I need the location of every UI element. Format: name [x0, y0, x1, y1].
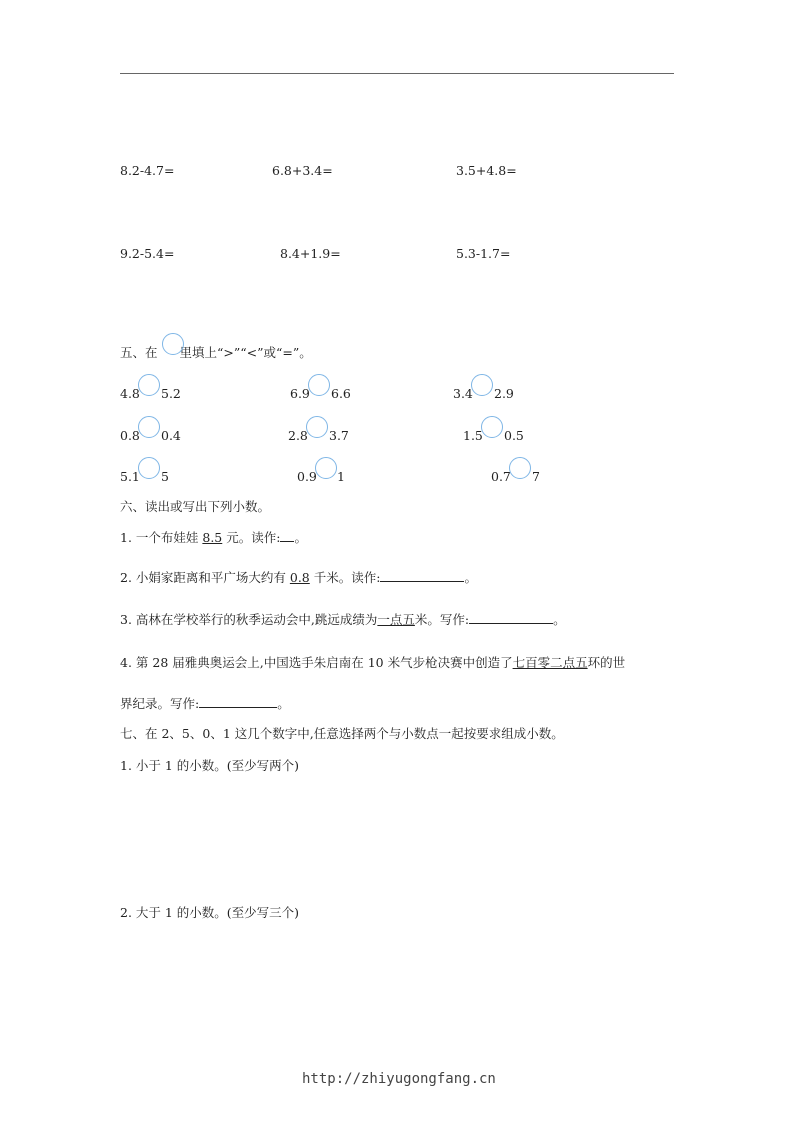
section6-q4 [120, 653, 625, 671]
q4-underlined: 七百零二点五 [512, 655, 588, 670]
section6-q2 [120, 568, 477, 586]
calc-item: 8.4+1.9= [280, 246, 341, 261]
compare-right: 3.7 [329, 428, 349, 443]
section6-q1 [120, 528, 307, 546]
section5-title-b: 里填上“>”“<”或“=”。 [179, 345, 312, 360]
section5-title [120, 343, 312, 361]
q1-text: 1. 一个布娃娃 [120, 530, 203, 545]
example-circle [162, 333, 184, 355]
compare-circle[interactable] [308, 374, 330, 396]
q2-text: 2. 小娟家距离和平广场大约有 [120, 570, 290, 585]
q3-text: 3. 高林在学校举行的秋季运动会中,跳远成绩为 [120, 612, 378, 627]
calc-item: 5.3-1.7= [456, 246, 511, 261]
section6-q4-cont [120, 694, 290, 712]
compare-left: 3.4 [453, 386, 473, 401]
q4-text: 环的世 [587, 655, 626, 670]
q1-underlined: 8.5 [202, 530, 223, 545]
q4b-text: 。 [277, 696, 290, 711]
compare-right: 2.9 [494, 386, 514, 401]
q2-text: 。 [464, 570, 477, 585]
q3-text: 米。写作: [414, 612, 470, 627]
compare-left: 4.8 [120, 386, 140, 401]
footer-url[interactable]: http://zhiyugongfang.cn [302, 1071, 496, 1087]
compare-left: 1.5 [463, 428, 483, 443]
section7-q2: 2. 大于 1 的小数。(至少写三个) [120, 905, 300, 920]
compare-right: 6.6 [331, 386, 351, 401]
header-rule [120, 73, 674, 74]
compare-right: 5 [161, 469, 169, 484]
compare-circle[interactable] [471, 374, 493, 396]
compare-circle[interactable] [138, 374, 160, 396]
q1-text: 。 [294, 530, 307, 545]
answer-blank[interactable] [280, 529, 294, 542]
calc-item: 6.8+3.4= [272, 163, 333, 178]
compare-right: 7 [532, 469, 540, 484]
compare-left: 0.8 [120, 428, 140, 443]
q4b-text: 界纪录。写作: [120, 696, 200, 711]
compare-left: 0.7 [491, 469, 511, 484]
compare-right: 5.2 [161, 386, 181, 401]
calc-item: 3.5+4.8= [456, 163, 517, 178]
compare-left: 5.1 [120, 469, 140, 484]
compare-right: 1 [337, 469, 345, 484]
answer-blank[interactable] [380, 569, 464, 582]
section7-q1: 1. 小于 1 的小数。(至少写两个) [120, 758, 300, 773]
section6-q3 [120, 610, 566, 628]
answer-blank[interactable] [199, 695, 277, 708]
calc-item: 9.2-5.4= [120, 246, 175, 261]
q4-text: 4. 第 28 届雅典奥运会上,中国选手朱启南在 10 米气步枪决赛中创造了 [120, 655, 513, 670]
q3-text: 。 [553, 612, 566, 627]
q3-underlined: 一点五 [377, 612, 415, 627]
compare-right: 0.5 [504, 428, 524, 443]
q2-underlined: 0.8 [289, 570, 310, 585]
compare-left: 6.9 [290, 386, 310, 401]
compare-circle[interactable] [509, 457, 531, 479]
calc-item: 8.2-4.7= [120, 163, 175, 178]
answer-blank[interactable] [469, 611, 553, 624]
compare-circle[interactable] [138, 457, 160, 479]
compare-circle[interactable] [138, 416, 160, 438]
q1-text: 元。读作: [222, 530, 281, 545]
q2-text: 千米。读作: [309, 570, 381, 585]
section7-title: 七、在 2、5、0、1 这几个数字中,任意选择两个与小数点一起按要求组成小数。 [120, 726, 564, 741]
compare-circle[interactable] [481, 416, 503, 438]
compare-circle[interactable] [315, 457, 337, 479]
compare-right: 0.4 [161, 428, 181, 443]
section5-title-a: 五、在 [120, 345, 158, 360]
compare-circle[interactable] [306, 416, 328, 438]
section6-title: 六、读出或写出下列小数。 [120, 499, 271, 514]
compare-left: 2.8 [288, 428, 308, 443]
compare-left: 0.9 [297, 469, 317, 484]
